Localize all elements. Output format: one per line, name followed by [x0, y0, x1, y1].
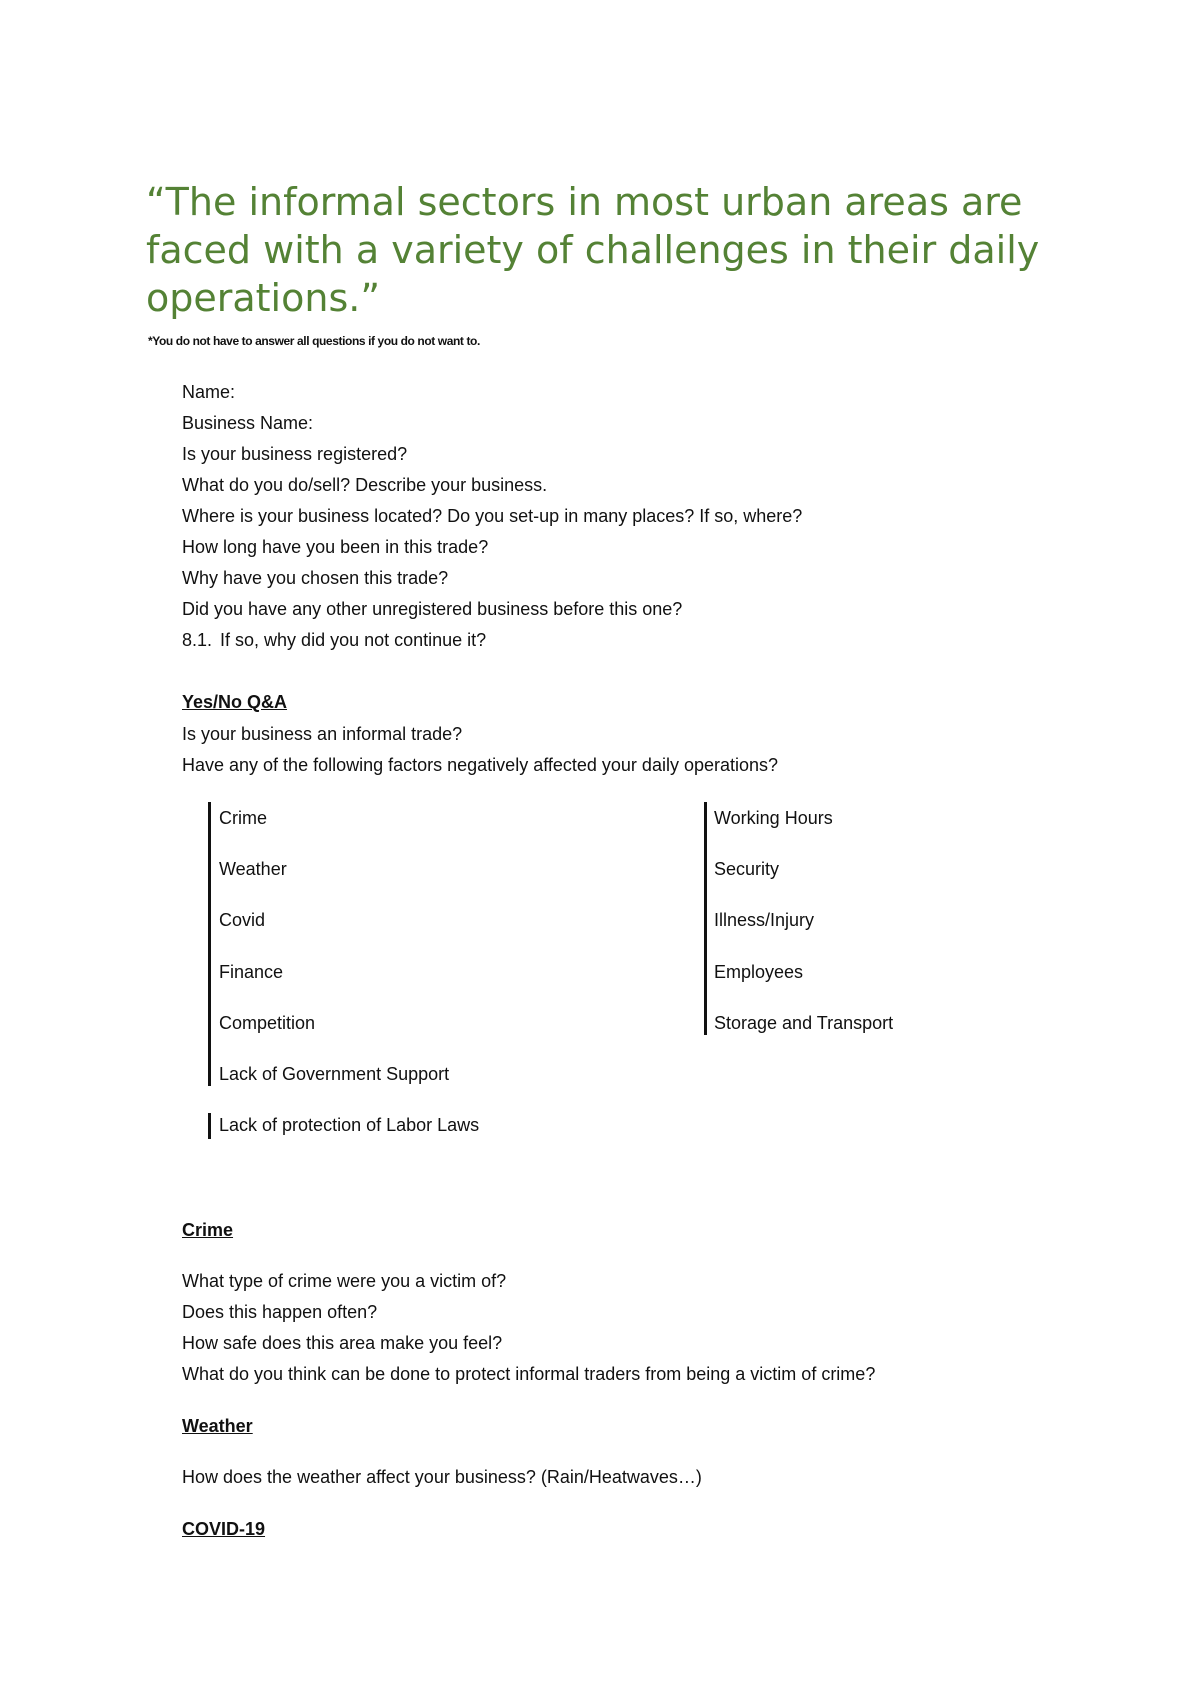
factor-item: Crime [219, 808, 267, 828]
section-heading-crime: Crime [182, 1220, 234, 1240]
section-heading-weather: Weather [182, 1416, 253, 1436]
factor-item: Security [714, 859, 780, 879]
section-heading-covid: COVID-19 [182, 1519, 266, 1539]
left-column-bar [208, 802, 211, 1086]
document-page: “The informal sectors in most urban areas are faced with a variety of challenges in their daily operations.” *You do not have to answer all questions if you do not want to. Name: Business Name: Is your business registered? What do you do/sell? Describe your business. Where is your business located? Do you set-up in many places? If so, where? How long have you been in this trade? Why have you chosen this trade? Did you have any other unregistered business before this one? 8.1. If so, why did you not continue it? Yes/No Q&A Is your business an informal trade? Have any of the following factors negatively affected your daily operations? Crime Weather Covid Finance Competition Lack of Government Support Lack of protection of Labor Laws Working Hours Security Illness/Injury Employees Storage and Transport Crime What type of crime were you a victim of? Does this happen often? How safe does this area make you feel? What do you think can be done to protect informal traders from being a victim of crime? Weather How does the weather affect your business? (Rain/Heatwaves…) COVID-19 [0, 0, 1200, 1698]
factor-item: Finance [219, 962, 284, 982]
right-column-bar [704, 802, 707, 1035]
left-column-bar [208, 1113, 211, 1139]
factor-item: Lack of protection of Labor Laws [219, 1115, 480, 1135]
factor-item: Weather [219, 859, 287, 879]
document-title: “The informal sectors in most urban areas are faced with a variety of challenges in their daily operations.” [146, 180, 1040, 320]
factor-item: Employees [714, 962, 804, 982]
section-heading-yes-no: Yes/No Q&A [182, 692, 288, 712]
factor-item: Competition [219, 1013, 316, 1033]
instruction-note: *You do not have to answer all questions if you do not want to. [148, 334, 480, 348]
factor-item: Working Hours [714, 808, 833, 828]
factor-item: Storage and Transport [714, 1013, 894, 1033]
factor-item: Lack of Government Support [219, 1064, 450, 1084]
factor-item: Illness/Injury [714, 910, 815, 930]
sub-question-item: 8.1. If so, why did you not continue it? [182, 630, 487, 650]
factor-item: Covid [219, 910, 266, 930]
